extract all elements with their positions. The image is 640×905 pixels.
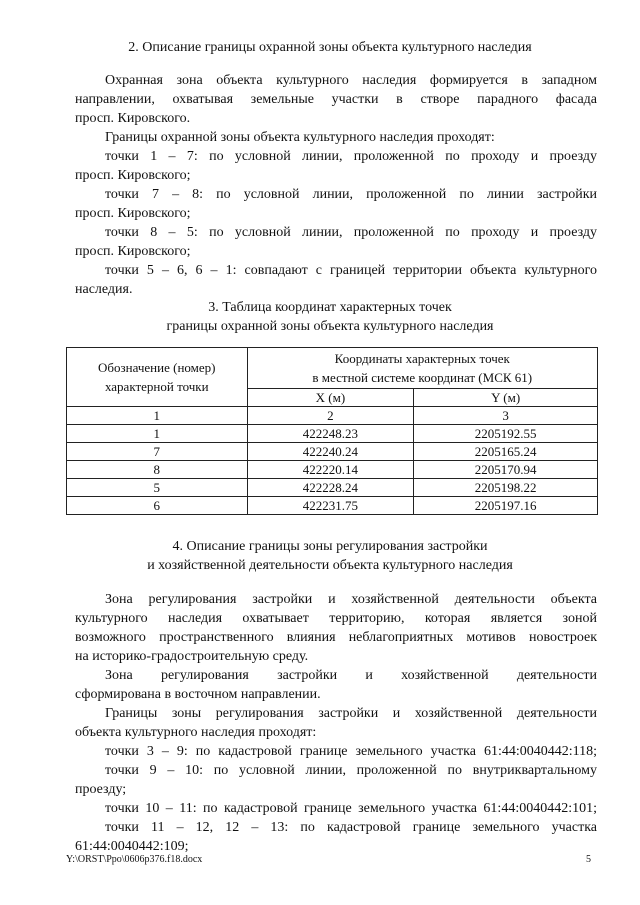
section4-line: объекта культурного наследия проходят:: [75, 725, 317, 740]
table-cell: 6: [67, 497, 248, 515]
section4-line: точки 9 – 10: по условной линии, проложенной по внутриквартальному: [105, 763, 597, 778]
table-cell: 422220.14: [247, 461, 414, 479]
section4-line: точки 11 – 12, 12 – 13: по кадастровой границе земельного участка: [105, 820, 597, 835]
table-row: [67, 425, 598, 443]
header-coordinates-line1: Координаты характерных точек: [334, 351, 510, 366]
section2-line: Границы охранной зоны объекта культурного наследия проходят:: [105, 130, 495, 145]
section4-line: на историко-градостроительную среду.: [75, 649, 309, 664]
table-cell: 1: [67, 425, 248, 443]
table-cell: 422228.24: [247, 479, 414, 497]
section2-line: направлении, охватывая земельные участки в створе парадного фасада: [75, 92, 597, 107]
table-cell: 2205198.22: [414, 479, 598, 497]
section4-line: сформирована в восточном направлении.: [75, 687, 321, 702]
section2-line: просп. Кировского;: [75, 244, 191, 259]
header-x: X (м): [247, 389, 414, 407]
table-cell: 1: [67, 407, 248, 425]
table-row: [67, 479, 598, 497]
section4-line: возможного пространственного влияния неблагоприятных мотивов новостроек: [75, 630, 597, 645]
section4-line: проезду;: [75, 782, 127, 797]
section4-line: культурного наследия охватывает территорию, которая является зоной: [75, 611, 597, 626]
section2-line: просп. Кировского;: [75, 206, 191, 221]
section4-line: точки 10 – 11: по кадастровой границе земельного участка 61:44:0040442:101;: [105, 801, 597, 816]
section4-line: Зона регулирования застройки и хозяйственной деятельности: [105, 668, 597, 683]
section2-line: Охранная зона объекта культурного наследия формируется в западном: [105, 73, 597, 88]
table-cell: 2205192.55: [414, 425, 598, 443]
section2-line: просп. Кировского;: [75, 168, 191, 183]
section4-line: точки 3 – 9: по кадастровой границе земельного участка 61:44:0040442:118;: [105, 744, 597, 759]
footer-file-path: Y:\ORST\Ppo\0606p376.f18.docx: [66, 854, 203, 865]
section2-line: точки 5 – 6, 6 – 1: совпадают с границей территории объекта культурного: [105, 263, 597, 278]
table-cell: 7: [67, 443, 248, 461]
table-cell: 2205197.16: [414, 497, 598, 515]
header-coordinates-line2: в местной системе координат (МСК 61): [312, 370, 533, 385]
table-cell: 422231.75: [247, 497, 414, 515]
section2-line: точки 7 – 8: по условной линии, проложенной по линии застройки: [105, 187, 597, 202]
table-numbering-row: [67, 407, 598, 425]
header-point-designation: [67, 348, 248, 407]
table-row: [67, 443, 598, 461]
section4-line: Границы зоны регулирования застройки и хозяйственной деятельности: [105, 706, 597, 721]
table-cell: 422248.23: [247, 425, 414, 443]
section2-line: просп. Кировского.: [75, 111, 191, 126]
table-cell: 2205170.94: [414, 461, 598, 479]
section3-title-line1: 3. Таблица координат характерных точек: [208, 300, 452, 315]
table-cell: 3: [414, 407, 598, 425]
header-coordinates: [247, 348, 597, 389]
section2-line: точки 1 – 7: по условной линии, проложенной по проходу и проезду: [105, 149, 597, 164]
table-row: [67, 497, 598, 515]
table-cell: 422240.24: [247, 443, 414, 461]
header-point-designation-text: Обозначение (номер) характерной точки: [98, 360, 216, 394]
section3-title-line2: границы охранной зоны объекта культурного наследия: [166, 319, 494, 334]
table-cell: 8: [67, 461, 248, 479]
table-cell: 5: [67, 479, 248, 497]
section4-body: [75, 590, 597, 856]
section4-title-line1: 4. Описание границы зоны регулирования застройки: [172, 539, 488, 554]
section2-line: наследия.: [75, 282, 133, 297]
table-row: [67, 461, 598, 479]
section4-title-line2: и хозяйственной деятельности объекта культурного наследия: [147, 558, 513, 573]
section2-body: [75, 71, 597, 299]
section2-line: точки 8 – 5: по условной линии, проложенной по проходу и проезду: [105, 225, 597, 240]
coordinates-table: [66, 347, 598, 515]
section4-line: 61:44:0040442:109;: [75, 839, 189, 854]
table-cell: 2205165.24: [414, 443, 598, 461]
section4-line: Зона регулирования застройки и хозяйственной деятельности объекта: [105, 592, 597, 607]
page-number: 5: [586, 854, 591, 865]
header-y: Y (м): [414, 389, 598, 407]
section2-title: 2. Описание границы охранной зоны объекта культурного наследия: [128, 40, 532, 55]
table-cell: 2: [247, 407, 414, 425]
